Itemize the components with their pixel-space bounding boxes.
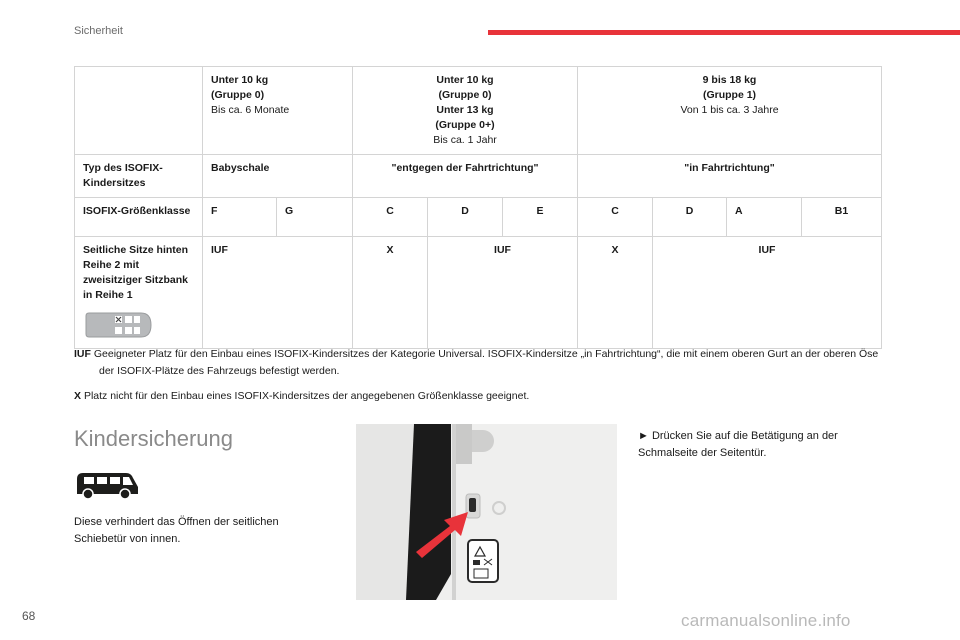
group-name: (Gruppe 0) bbox=[438, 89, 492, 101]
group-cell bbox=[353, 67, 578, 155]
van-seating-diagram-icon bbox=[85, 311, 153, 339]
table-cell: "entgegen der Fahrtrichtung" bbox=[353, 155, 578, 198]
table-cell bbox=[75, 237, 203, 349]
row-label: ISOFIX-Größenklasse bbox=[75, 198, 203, 237]
table-cell: IUF bbox=[653, 237, 882, 349]
group-age: Bis ca. 6 Monate bbox=[211, 104, 290, 116]
group-age: Von 1 bis ca. 3 Jahre bbox=[680, 104, 779, 116]
group-cell bbox=[578, 67, 882, 155]
table-cell: G bbox=[277, 198, 353, 237]
group-name: (Gruppe 0+) bbox=[435, 119, 495, 131]
watermark: carmanualsonline.info bbox=[681, 611, 851, 630]
minibus-icon bbox=[74, 468, 140, 500]
section-title: Kindersicherung bbox=[74, 426, 233, 451]
group-weight: 9 bis 18 kg bbox=[702, 74, 757, 86]
table-cell: "in Fahrtrichtung" bbox=[578, 155, 882, 198]
legend-key: X bbox=[74, 390, 82, 402]
table-cell: B1 bbox=[802, 198, 882, 237]
table-cell: C bbox=[578, 198, 653, 237]
legend-x bbox=[74, 388, 529, 405]
legend-key: IUF bbox=[74, 348, 91, 360]
legend-text: Platz nicht für den Einbau eines ISOFIX-Kindersitzes der angegebenen Größenklasse geeignet. bbox=[83, 390, 530, 402]
table-row bbox=[75, 237, 882, 349]
isofix-table bbox=[74, 66, 882, 349]
group-weight: Unter 10 kg bbox=[211, 74, 269, 86]
table-cell: Babyschale bbox=[203, 155, 353, 198]
section-label: Sicherheit bbox=[74, 25, 123, 37]
photo-illustration bbox=[356, 424, 617, 600]
row-label: Seitliche Sitze hinten Reihe 2 mit zweisitziger Sitzbank in Reihe 1 bbox=[83, 244, 189, 301]
group-age: Bis ca. 1 Jahr bbox=[433, 134, 497, 146]
group-cell bbox=[203, 67, 353, 155]
table-cell: IUF bbox=[203, 237, 353, 349]
child-lock-warning-icon bbox=[468, 540, 498, 582]
table-cell: X bbox=[353, 237, 428, 349]
table-row bbox=[75, 155, 882, 198]
group-name: (Gruppe 0) bbox=[211, 89, 265, 101]
group-name: (Gruppe 1) bbox=[702, 89, 757, 101]
instruction-text: ► Drücken Sie auf die Betätigung an der Schmalseite der Seitentür. bbox=[638, 430, 838, 459]
table-cell: F bbox=[203, 198, 277, 237]
table-cell: X bbox=[578, 237, 653, 349]
table-row bbox=[75, 67, 882, 155]
table-cell bbox=[75, 67, 203, 155]
table-row bbox=[75, 198, 882, 237]
header-accent-bar bbox=[488, 30, 960, 35]
table-cell: IUF bbox=[428, 237, 578, 349]
row-label: Typ des ISOFIX-Kindersitzes bbox=[75, 155, 203, 198]
table-cell: A bbox=[727, 198, 802, 237]
legend-text: Geeigneter Platz für den Einbau eines ISOFIX-Kindersitzes der Kategorie Universal. ISOFIX-Kindersitze „in Fahrtrichtung“, die mit einem oberen Gurt an der oberen Öse der ISOFIX-Plätze des Fahrzeugs befestigt werden. bbox=[93, 348, 879, 377]
table-cell: D bbox=[428, 198, 503, 237]
group-weight: Unter 10 kg bbox=[436, 74, 494, 86]
table-cell: E bbox=[503, 198, 578, 237]
table-cell: C bbox=[353, 198, 428, 237]
child-lock-photo bbox=[356, 424, 617, 600]
group-weight: Unter 13 kg bbox=[436, 104, 494, 116]
section-body: Diese verhindert das Öffnen der seitlichen Schiebetür von innen. bbox=[74, 516, 279, 545]
page-number: 68 bbox=[22, 609, 36, 623]
table-cell: D bbox=[653, 198, 727, 237]
legend-iuf bbox=[74, 346, 894, 380]
